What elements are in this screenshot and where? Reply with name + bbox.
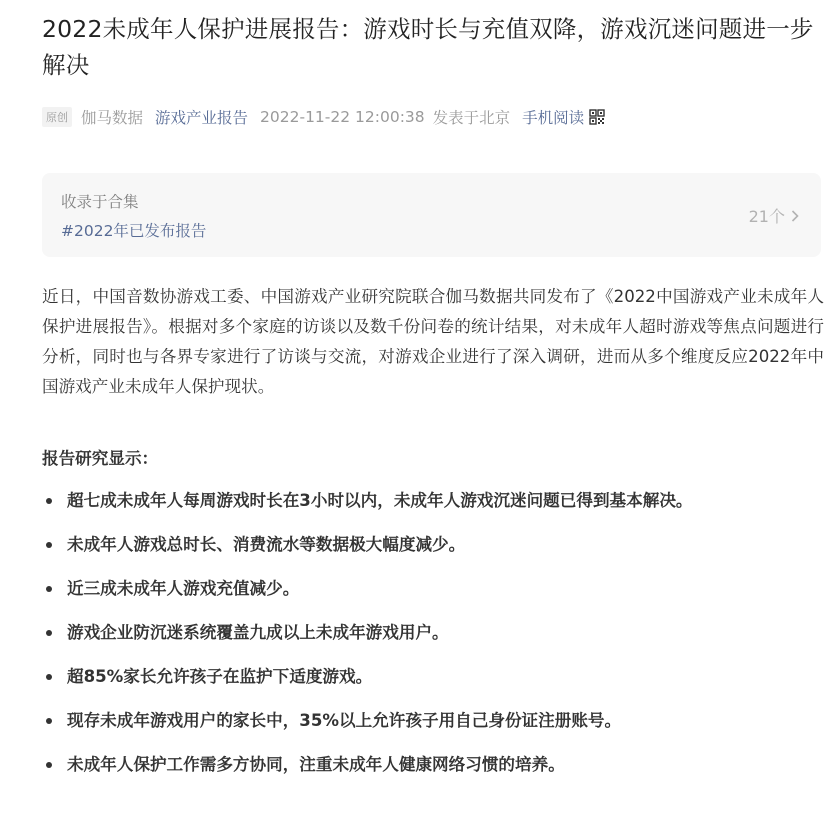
list-item bbox=[44, 662, 744, 692]
bullet-icon bbox=[46, 498, 52, 504]
collection-tag-link[interactable]: #2022年已发布报告 bbox=[61, 222, 207, 240]
intro-paragraph: 近日，中国音数协游戏工委、中国游戏产业研究院联合伽马数据共同发布了《2022中国游戏产业未成年人保护进展报告》。根据对多个家庭的访谈以及数千份问卷的统计结果，对未成年人超时游戏等焦点问题进行分析，同时也与各界专家进行了访谈与交流，对游戏企业进行了深入调研，进而从多个维度反应2022年中国游戏产业未成年人保护现状。 bbox=[42, 287, 824, 396]
publish-datetime: 2022-11-22 12:00:38 bbox=[260, 108, 425, 126]
author-name: 伽马数据 bbox=[81, 109, 144, 127]
mobile-read-link[interactable] bbox=[522, 106, 605, 128]
publish-location: 发表于北京 bbox=[432, 109, 511, 127]
article-meta bbox=[42, 104, 605, 130]
bullet-icon bbox=[46, 762, 52, 768]
qr-code-icon[interactable] bbox=[589, 109, 605, 125]
chevron-right-icon bbox=[791, 210, 799, 222]
finding-text: 超85%家长允许孩子在监护下适度游戏。 bbox=[67, 667, 373, 686]
finding-text: 未成年人游戏总时长、消费流水等数据极大幅度减少。 bbox=[67, 535, 466, 554]
bullet-icon bbox=[46, 542, 52, 548]
list-item bbox=[44, 750, 744, 780]
list-item bbox=[44, 618, 744, 648]
collection-label: 收录于合集 bbox=[61, 193, 139, 211]
list-item bbox=[44, 574, 744, 604]
collection-card[interactable] bbox=[42, 173, 821, 257]
finding-text: 现存未成年游戏用户的家长中，35%以上允许孩子用自己身份证注册账号。 bbox=[67, 711, 622, 730]
bullet-icon bbox=[46, 674, 52, 680]
collection-count-label: 21个 bbox=[748, 207, 785, 226]
bullet-icon bbox=[46, 630, 52, 636]
finding-text: 近三成未成年人游戏充值减少。 bbox=[67, 579, 300, 598]
list-item bbox=[44, 530, 744, 560]
original-badge: 原创 bbox=[42, 107, 72, 127]
finding-text: 超七成未成年人每周游戏时长在3小时以内，未成年人游戏沉迷问题已得到基本解决。 bbox=[67, 491, 693, 510]
findings-list bbox=[44, 486, 744, 794]
bullet-icon bbox=[46, 718, 52, 724]
account-name-link[interactable]: 游戏产业报告 bbox=[155, 109, 249, 127]
list-item bbox=[44, 706, 744, 736]
bullet-icon bbox=[46, 586, 52, 592]
collection-count[interactable] bbox=[749, 204, 799, 227]
finding-text: 游戏企业防沉迷系统覆盖九成以上未成年游戏用户。 bbox=[67, 623, 449, 642]
article-title: 2022未成年人保护进展报告：游戏时长与充值双降，游戏沉迷问题进一步解决 bbox=[42, 15, 814, 79]
list-item bbox=[44, 486, 744, 516]
mobile-read-label: 手机阅读 bbox=[522, 109, 585, 127]
finding-text: 未成年人保护工作需多方协同，注重未成年人健康网络习惯的培养。 bbox=[67, 755, 565, 774]
findings-heading: 报告研究显示： bbox=[42, 449, 159, 468]
